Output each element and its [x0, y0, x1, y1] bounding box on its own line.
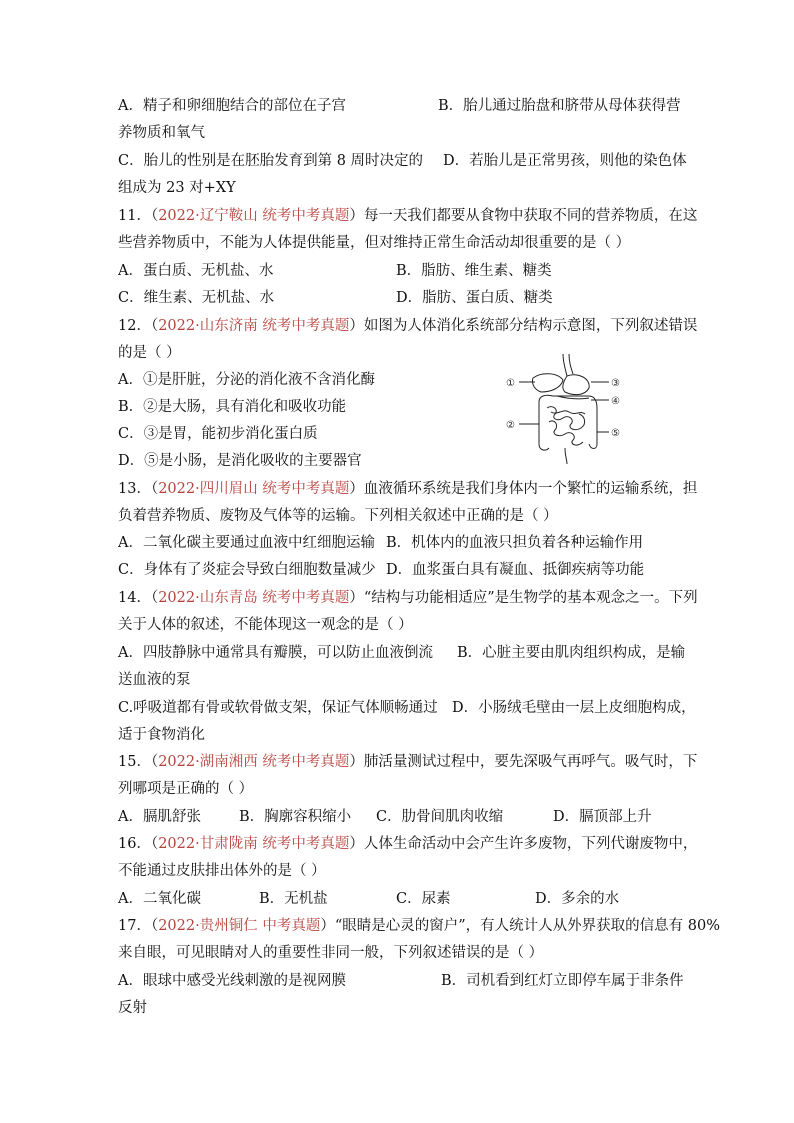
q16-stem-text: ）人体生命活动中会产生许多废物，下列代谢废物中， [349, 836, 698, 852]
q17-stem-line1 [118, 916, 720, 936]
q11-option-c: C．维生素、无机盐、水 [118, 290, 275, 306]
q10-option-d: D．若胎儿是正常男孩，则他的染色体 [443, 153, 687, 169]
q13-source: 2022·四川眉山 统考中考真题 [158, 481, 350, 497]
q15-stem-line2: 列哪项是正确的（ ） [118, 781, 254, 797]
q12-option-a: A．①是肝脏，分泌的消化液不含消化酶 [118, 372, 375, 388]
q10-option-c: C．胎儿的性别是在胚胎发育到第 8 周时决定的 [118, 153, 424, 169]
q13-stem-line1 [118, 479, 697, 499]
diagram-label-3: ③ [611, 378, 620, 389]
q14-stem-line1 [118, 588, 698, 608]
q17-option-b: B．司机看到红灯立即停车属于非条件 [441, 973, 684, 989]
q11-option-a: A．蛋白质、无机盐、水 [118, 263, 274, 279]
q15-option-c: C．肋骨间肌肉收缩 [376, 809, 504, 825]
q12-stem-line1 [118, 316, 697, 336]
q15-option-a: A．膈肌舒张 [118, 809, 201, 825]
q16-option-a: A．二氧化碳 [118, 891, 201, 907]
q15-option-b: B．胸廓容积缩小 [239, 809, 352, 825]
q16-option-d: D．多余的水 [535, 891, 620, 907]
q16-stem-line2: 不能通过皮肤排出体外的是（ ） [118, 863, 326, 879]
q17-stem-line2: 来自眼，可见眼睛对人的重要性非同一般，下列叙述错误的是（ ） [118, 945, 544, 961]
q15-option-d: D．膈顶部上升 [553, 809, 652, 825]
diagram-label-5: ⑤ [611, 428, 620, 439]
q15-stem-text: ）肺活量测试过程中，要先深吸气再呼气。吸气时，下 [349, 754, 698, 770]
q16-number: 16．（ [118, 836, 159, 852]
q11-source: 2022·辽宁鞍山 统考中考真题 [158, 208, 350, 224]
q13-option-c: C．身体有了炎症会导致白细胞数量减少 [118, 562, 376, 578]
q16-stem-line1 [118, 834, 697, 854]
q12-source: 2022·山东济南 统考中考真题 [158, 318, 350, 334]
q12-stem-line2: 的是（ ） [118, 345, 181, 361]
q13-stem-text: ）血液循环系统是我们身体内一个繁忙的运输系统，担 [349, 481, 698, 497]
q17-source: 2022·贵州铜仁 中考真题 [158, 918, 321, 934]
q13-option-d: D．血浆蛋白具有凝血、抵御疾病等功能 [386, 562, 645, 578]
q13-option-b: B．机体内的血液只担负着各种运输作用 [386, 535, 644, 551]
q15-stem-line1 [118, 752, 697, 772]
diagram-label-2: ② [506, 420, 515, 431]
q14-option-c: C.呼吸道都有骨或软骨做支架，保证气体顺畅通过 [118, 700, 438, 716]
q12-stem-text: ）如图为人体消化系统部分结构示意图，下列叙述错误 [349, 318, 698, 334]
q17-stem-text: ）“眼睛是心灵的窗户”，有人统计人从外界获取的信息有 80% [320, 918, 720, 934]
q14-option-b: B．心脏主要由肌肉组织构成，是输 [457, 645, 686, 661]
q14-stem-text: ）“结构与功能相适应”是生物学的基本观念之一。下列 [349, 590, 698, 606]
q14-number: 14．（ [118, 590, 159, 606]
q11-stem-text: ）每一天我们都要从食物中获取不同的营养物质，在这 [349, 208, 698, 224]
q10-option-a: A．精子和卵细胞结合的部位在子宫 [118, 98, 346, 114]
q16-option-b: B．无机盐 [259, 891, 328, 907]
q12-number: 12．（ [118, 318, 159, 334]
q11-option-b: B．脂肪、维生素、糖类 [396, 263, 552, 279]
q13-option-a: A．二氧化碳主要通过血液中红细胞运输 [118, 535, 375, 551]
q13-number: 13．（ [118, 481, 159, 497]
q15-number: 15．（ [118, 754, 159, 770]
q16-option-c: C．尿素 [396, 891, 451, 907]
q17-option-a: A．眼球中感受光线刺激的是视网膜 [118, 973, 346, 989]
digestive-system-diagram [505, 352, 625, 467]
q10-option-d-cont: 组成为 23 对+XY [118, 180, 236, 196]
q11-stem-line2: 些营养物质中，不能为人体提供能量，但对维持正常生命活动却很重要的是（ ） [118, 235, 631, 251]
q11-option-d: D．脂肪、蛋白质、糖类 [396, 290, 553, 306]
q11-stem-line1 [118, 206, 697, 226]
q15-source: 2022·湖南湘西 统考中考真题 [158, 754, 350, 770]
q16-source: 2022·甘肃陇南 统考中考真题 [158, 836, 350, 852]
q14-option-d-cont: 适于食物消化 [118, 727, 205, 743]
q13-stem-line2: 负着营养物质、废物及气体等的运输。下列相关叙述中正确的是（ ） [118, 508, 558, 524]
q10-option-b: B．胎儿通过胎盘和脐带从母体获得营 [438, 98, 681, 114]
q12-option-b: B．②是大肠，具有消化和吸收功能 [118, 399, 347, 415]
q14-stem-line2: 关于人体的叙述，不能体现这一观念的是（ ） [118, 617, 413, 633]
diagram-label-4: ④ [611, 396, 620, 407]
q17-number: 17．（ [118, 918, 159, 934]
q14-option-a: A．四肢静脉中通常具有瓣膜，可以防止血液倒流 [118, 645, 433, 661]
q17-option-b-cont: 反射 [118, 1000, 147, 1016]
q14-option-d: D．小肠绒毛壁由一层上皮细胞构成， [452, 700, 696, 716]
q12-option-d: D．⑤是小肠，是消化吸收的主要器官 [118, 453, 362, 469]
diagram-label-1: ① [506, 378, 515, 389]
q14-source: 2022·山东青岛 统考中考真题 [158, 590, 350, 606]
q10-option-b-cont: 养物质和氧气 [118, 125, 205, 141]
q11-number: 11．（ [118, 208, 159, 224]
q12-option-c: C．③是胃，能初步消化蛋白质 [118, 426, 318, 442]
q14-option-b-cont: 送血液的泵 [118, 672, 191, 688]
